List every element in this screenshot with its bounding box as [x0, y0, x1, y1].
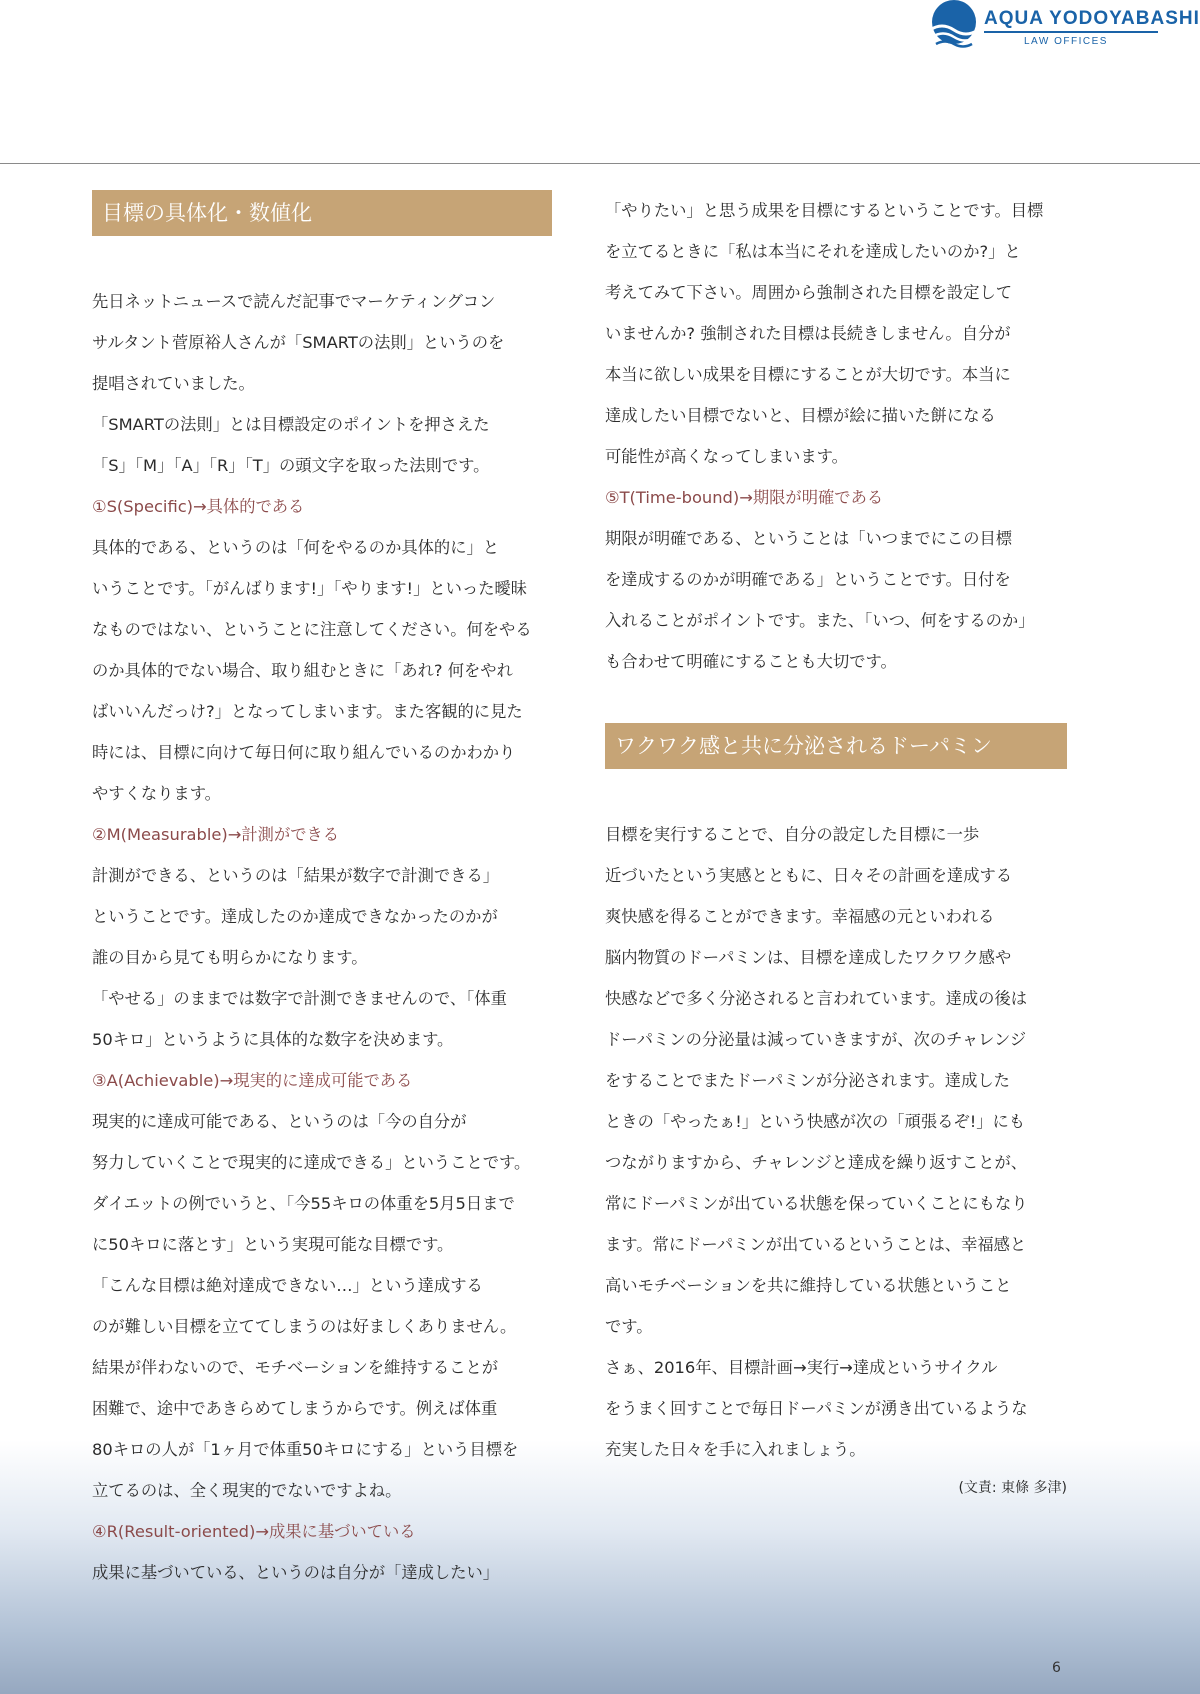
paragraph-line: 本当に欲しい成果を目標にすることが大切です。本当に [605, 365, 1011, 384]
spacer [92, 258, 552, 281]
paragraph-line: 脳内物質のドーパミンは、目標を達成したワクワク感や [605, 948, 1012, 967]
paragraph-line: 困難で、途中であきらめてしまうからです。例えば体重 [92, 1399, 498, 1418]
paragraph-line: 入れることがポイントです。また、「いつ、何をするのか」 [605, 611, 1035, 630]
paragraph-line: いませんか? 強制された目標は長続きしません。自分が [605, 324, 1011, 343]
paragraph-line: なものではない、ということに注意してください。何をやる [92, 620, 532, 639]
paragraph-line: つながりますから、チャレンジと達成を繰り返すことが、 [605, 1153, 1028, 1172]
paragraph-line: 結果が伴わないので、モチベーションを維持することが [92, 1358, 499, 1377]
subheading-specific: ①S(Specific)→具体的である [92, 497, 305, 516]
paragraph-line: 時には、目標に向けて毎日何に取り組んでいるのかわかり [92, 743, 516, 762]
paragraph-line: ということです。達成したのか達成できなかったのかが [92, 907, 498, 926]
logo-name: AQUA YODOYABASHI [984, 8, 1200, 29]
paragraph-line: 「S」「M」「A」「R」「T」の頭文字を取った法則です。 [92, 456, 490, 475]
paragraph-line: 成果に基づいている、というのは自分が「達成したい」 [92, 1563, 500, 1582]
paragraph-line: に50キロに落とす」という実現可能な目標です。 [92, 1235, 454, 1254]
logo-subtitle: LAW OFFICES [1024, 36, 1108, 47]
spacer [605, 682, 1067, 723]
paragraph-line: いうことです。「がんばります!」「やります!」といった曖昧 [92, 579, 528, 598]
paragraph-line: 「こんな目標は絶対達成できない…」という達成する [92, 1276, 483, 1295]
paragraph-line: 立てるのは、全く現実的でないですよね。 [92, 1481, 402, 1500]
paragraph-line: を立てるときに「私は本当にそれを達成したいのか?」と [605, 242, 1021, 261]
page-number: 6 [1052, 1660, 1061, 1676]
paragraph-line: 提唱されていました。 [92, 374, 255, 393]
paragraph-line: 爽快感を得ることができます。幸福感の元といわれる [605, 907, 995, 926]
paragraph-line: ドーパミンの分泌量は減っていきますが、次のチャレンジ [605, 1030, 1027, 1049]
logo [928, 0, 1200, 52]
author-credit: (文責: 東條 多津) [958, 1480, 1067, 1496]
subheading-time-bound: ⑤T(Time-bound)→期限が明確である [605, 488, 884, 507]
header-rule [0, 163, 1200, 164]
paragraph-line: 誰の目から見ても明らかになります。 [92, 948, 368, 967]
paragraph-line: 努力していくことで現実的に達成できる」ということです。 [92, 1153, 531, 1172]
paragraph-line: 50キロ」というように具体的な数字を決めます。 [92, 1030, 454, 1049]
paragraph-line: 期限が明確である、ということは「いつまでにこの目標 [605, 529, 1013, 548]
paragraph-line: やすくなります。 [92, 784, 221, 803]
paragraph-line: ときの「やったぁ!」という快感が次の「頑張るぞ!」にも [605, 1112, 1026, 1131]
paragraph-line: 「やせる」のままでは数字で計測できませんので、「体重 [92, 989, 507, 1008]
paragraph-line: ます。常にドーパミンが出ているということは、幸福感と [605, 1235, 1027, 1254]
paragraph-line: 先日ネットニュースで読んだ記事でマーケティングコン [92, 292, 496, 311]
paragraph-line: サルタント菅原裕人さんが「SMARTの法則」というのを [92, 333, 505, 352]
paragraph-line: ダイエットの例でいうと、「今55キロの体重を5月5日まで [92, 1194, 515, 1213]
subheading-result-oriented: ④R(Result-oriented)→成果に基づいている [92, 1522, 416, 1541]
paragraph-line: も合わせて明確にすることも大切です。 [605, 652, 897, 671]
paragraph-line: 達成したい目標でないと、目標が絵に描いた餅になる [605, 406, 996, 425]
paragraph-line: 快感などで多く分泌されると言われています。達成の後は [605, 989, 1028, 1008]
paragraph-line: 近づいたという実感とともに、日々その計画を達成する [605, 866, 1013, 885]
paragraph-line: ばいいんだっけ?」となってしまいます。また客観的に見た [92, 702, 523, 721]
paragraph-line: 考えてみて下さい。周囲から強制された目標を設定して [605, 283, 1013, 302]
logo-wave-icon [928, 0, 980, 52]
paragraph-line: 目標を実行することで、自分の設定した目標に一歩 [605, 825, 980, 844]
subheading-achievable: ③A(Achievable)→現実的に達成可能である [92, 1071, 413, 1090]
paragraph-line: 可能性が高くなってしまいます。 [605, 447, 848, 466]
paragraph-line: 現実的に達成可能である、というのは「今の自分が [92, 1112, 467, 1131]
paragraph-line: 「SMARTの法則」とは目標設定のポイントを押さえた [92, 415, 490, 434]
paragraph-line: 具体的である、というのは「何をやるのか具体的に」と [92, 538, 500, 557]
paragraph-line: 計測ができる、というのは「結果が数字で計測できる」 [92, 866, 500, 885]
left-column [92, 190, 552, 1593]
paragraph-line: のが難しい目標を立ててしまうのは好ましくありません。 [92, 1317, 517, 1336]
paragraph-line: 「やりたい」と思う成果を目標にするということです。目標 [605, 201, 1044, 220]
paragraph-line: です。 [605, 1317, 653, 1336]
paragraph-line: さぁ、2016年、目標計画→実行→達成というサイクル [605, 1358, 998, 1377]
right-column [605, 190, 1067, 1506]
paragraph-line: を達成するのかが明確である」ということです。日付を [605, 570, 1011, 589]
paragraph-line: 高いモチベーションを共に維持している状態ということ [605, 1276, 1012, 1295]
paragraph-line: 充実した日々を手に入れましょう。 [605, 1440, 866, 1459]
subheading-measurable: ②M(Measurable)→計測ができる [92, 825, 340, 844]
paragraph-line: をすることでまたドーパミンが分泌されます。達成した [605, 1071, 1010, 1090]
paragraph-line: 80キロの人が「1ヶ月で体重50キロにする」という目標を [92, 1440, 519, 1459]
section-heading-goals: 目標の具体化・数値化 [92, 190, 552, 236]
spacer [605, 791, 1067, 814]
paragraph-line: をうまく回すことで毎日ドーパミンが湧き出ているような [605, 1399, 1028, 1418]
logo-divider [984, 31, 1158, 33]
paragraph-line: 常にドーパミンが出ている状態を保っていくことにもなり [605, 1194, 1028, 1213]
paragraph-line: のか具体的でない場合、取り組むときに「あれ? 何をやれ [92, 661, 513, 680]
section-heading-dopamine: ワクワク感と共に分泌されるドーパミン [605, 723, 1067, 769]
